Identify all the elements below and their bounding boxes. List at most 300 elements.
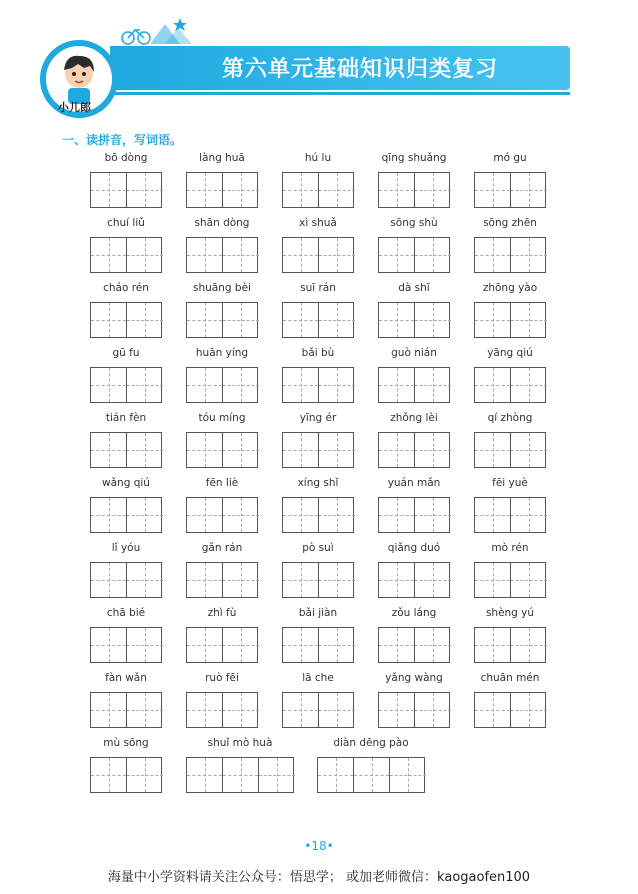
guide-line bbox=[145, 173, 146, 207]
word-39-pinyin: zǒu láng bbox=[391, 607, 437, 619]
word-1-writing-box[interactable] bbox=[90, 172, 162, 208]
guide-line bbox=[493, 563, 494, 597]
character-square[interactable] bbox=[127, 368, 163, 402]
character-square[interactable] bbox=[223, 628, 259, 662]
guide-line bbox=[433, 238, 434, 272]
word-12-writing-box[interactable] bbox=[186, 302, 258, 338]
character-square[interactable] bbox=[511, 628, 547, 662]
word-17-pinyin: huān yíng bbox=[195, 347, 249, 359]
guide-line bbox=[493, 238, 494, 272]
character-square[interactable] bbox=[127, 693, 163, 727]
word-46-pinyin: mù sōng bbox=[103, 737, 149, 749]
word-44-pinyin: yǎng wàng bbox=[385, 672, 443, 684]
guide-line bbox=[109, 173, 110, 207]
character-square[interactable] bbox=[91, 693, 127, 727]
guide-line bbox=[397, 693, 398, 727]
word-14-writing-box[interactable] bbox=[378, 302, 450, 338]
character-square[interactable] bbox=[475, 238, 511, 272]
word-40-writing-box[interactable] bbox=[474, 627, 546, 663]
guide-line bbox=[433, 303, 434, 337]
guide-line bbox=[205, 238, 206, 272]
character-square[interactable] bbox=[319, 238, 355, 272]
guide-line bbox=[529, 368, 530, 402]
word-8-pinyin: xì shuǎ bbox=[299, 217, 337, 229]
character-square[interactable] bbox=[127, 303, 163, 337]
character-square[interactable] bbox=[415, 563, 451, 597]
guide-line bbox=[241, 238, 242, 272]
guide-line bbox=[493, 628, 494, 662]
word-35-pinyin: mò rén bbox=[491, 542, 529, 554]
word-23-writing-box[interactable] bbox=[282, 432, 354, 468]
word-41-pinyin: fàn wǎn bbox=[105, 672, 147, 684]
character-square[interactable] bbox=[415, 693, 451, 727]
word-42-writing-box[interactable] bbox=[186, 692, 258, 728]
guide-line bbox=[337, 693, 338, 727]
word-1-pinyin: bō dòng bbox=[104, 152, 148, 164]
guide-line bbox=[529, 498, 530, 532]
character-square[interactable] bbox=[187, 498, 223, 532]
word-25-writing-box[interactable] bbox=[474, 432, 546, 468]
word-13-pinyin: suī rán bbox=[300, 282, 336, 294]
character-square[interactable] bbox=[187, 433, 223, 467]
character-square[interactable] bbox=[415, 173, 451, 207]
guide-line bbox=[433, 498, 434, 532]
guide-line bbox=[493, 303, 494, 337]
character-square[interactable] bbox=[91, 563, 127, 597]
guide-line bbox=[109, 498, 110, 532]
guide-line bbox=[205, 758, 206, 792]
word-48-writing-box[interactable] bbox=[317, 757, 425, 793]
word-38-writing-box[interactable] bbox=[282, 627, 354, 663]
character-square[interactable] bbox=[223, 758, 259, 792]
word-42-pinyin: ruò fēi bbox=[205, 672, 239, 684]
character-square[interactable] bbox=[127, 173, 163, 207]
character-square[interactable] bbox=[223, 238, 259, 272]
word-16-writing-box[interactable] bbox=[90, 367, 162, 403]
word-6-pinyin: chuí liǔ bbox=[107, 217, 145, 229]
title-underline bbox=[110, 92, 570, 95]
guide-line bbox=[397, 433, 398, 467]
guide-line bbox=[109, 238, 110, 272]
word-26-pinyin: wǎng qiú bbox=[102, 477, 150, 489]
guide-line bbox=[301, 368, 302, 402]
word-45-writing-box[interactable] bbox=[474, 692, 546, 728]
character-square[interactable] bbox=[223, 368, 259, 402]
word-4-pinyin: qīng shuǎng bbox=[381, 152, 447, 164]
guide-line bbox=[433, 563, 434, 597]
word-39-writing-box[interactable] bbox=[378, 627, 450, 663]
guide-line bbox=[529, 563, 530, 597]
character-square[interactable] bbox=[511, 238, 547, 272]
word-23-pinyin: yīng ér bbox=[299, 412, 337, 424]
guide-line bbox=[241, 368, 242, 402]
character-square[interactable] bbox=[511, 693, 547, 727]
character-square[interactable] bbox=[187, 563, 223, 597]
guide-line bbox=[109, 693, 110, 727]
word-47-writing-box[interactable] bbox=[186, 757, 294, 793]
word-19-writing-box[interactable] bbox=[378, 367, 450, 403]
word-21-writing-box[interactable] bbox=[90, 432, 162, 468]
character-square[interactable] bbox=[319, 303, 355, 337]
character-square[interactable] bbox=[283, 303, 319, 337]
word-33-writing-box[interactable] bbox=[282, 562, 354, 598]
word-17-writing-box[interactable] bbox=[186, 367, 258, 403]
page-number: •18• bbox=[304, 839, 334, 853]
guide-line bbox=[337, 498, 338, 532]
word-9-pinyin: sōng shù bbox=[390, 217, 438, 229]
character-square[interactable] bbox=[511, 368, 547, 402]
character-square[interactable] bbox=[283, 433, 319, 467]
word-46-writing-box[interactable] bbox=[90, 757, 162, 793]
guide-line bbox=[241, 628, 242, 662]
word-8-writing-box[interactable] bbox=[282, 237, 354, 273]
guide-line bbox=[301, 238, 302, 272]
character-square[interactable] bbox=[223, 303, 259, 337]
word-2-pinyin: làng huā bbox=[199, 152, 245, 164]
word-27-pinyin: fēn liè bbox=[205, 477, 239, 489]
character-square[interactable] bbox=[415, 628, 451, 662]
character-square[interactable] bbox=[187, 173, 223, 207]
word-44-writing-box[interactable] bbox=[378, 692, 450, 728]
guide-line bbox=[529, 433, 530, 467]
page-header bbox=[0, 0, 638, 120]
character-square[interactable] bbox=[187, 238, 223, 272]
guide-line bbox=[301, 563, 302, 597]
character-square[interactable] bbox=[319, 368, 355, 402]
word-2-writing-box[interactable] bbox=[186, 172, 258, 208]
guide-line bbox=[493, 498, 494, 532]
guide-line bbox=[145, 368, 146, 402]
character-square[interactable] bbox=[354, 758, 390, 792]
character-square[interactable] bbox=[319, 173, 355, 207]
character-square[interactable] bbox=[415, 303, 451, 337]
word-20-writing-box[interactable] bbox=[474, 367, 546, 403]
word-47-pinyin: shuǐ mò huà bbox=[207, 737, 273, 749]
mascot-label: 小儿郎 bbox=[58, 101, 91, 114]
guide-line bbox=[337, 628, 338, 662]
guide-line bbox=[301, 173, 302, 207]
guide-line bbox=[397, 628, 398, 662]
character-square[interactable] bbox=[91, 303, 127, 337]
guide-line bbox=[337, 238, 338, 272]
word-43-writing-box[interactable] bbox=[282, 692, 354, 728]
guide-line bbox=[145, 303, 146, 337]
guide-line bbox=[241, 303, 242, 337]
guide-line bbox=[241, 498, 242, 532]
word-10-writing-box[interactable] bbox=[474, 237, 546, 273]
guide-line bbox=[433, 368, 434, 402]
guide-line bbox=[241, 433, 242, 467]
character-square[interactable] bbox=[91, 238, 127, 272]
character-square[interactable] bbox=[318, 758, 354, 792]
guide-line bbox=[301, 498, 302, 532]
word-36-writing-box[interactable] bbox=[90, 627, 162, 663]
guide-line bbox=[493, 173, 494, 207]
guide-line bbox=[109, 368, 110, 402]
guide-line bbox=[337, 173, 338, 207]
character-square[interactable] bbox=[379, 693, 415, 727]
word-32-pinyin: gǎn rán bbox=[201, 542, 243, 554]
character-square[interactable] bbox=[415, 368, 451, 402]
character-square[interactable] bbox=[511, 563, 547, 597]
character-square[interactable] bbox=[91, 758, 127, 792]
word-4-writing-box[interactable] bbox=[378, 172, 450, 208]
word-18-pinyin: bǎi bù bbox=[301, 347, 335, 359]
word-22-pinyin: tóu míng bbox=[198, 412, 246, 424]
word-20-pinyin: yāng qiú bbox=[487, 347, 533, 359]
character-square[interactable] bbox=[91, 628, 127, 662]
word-30-writing-box[interactable] bbox=[474, 497, 546, 533]
guide-line bbox=[529, 693, 530, 727]
word-29-pinyin: yuán mǎn bbox=[387, 477, 441, 489]
guide-line bbox=[145, 693, 146, 727]
guide-line bbox=[205, 368, 206, 402]
word-3-writing-box[interactable] bbox=[282, 172, 354, 208]
word-9-writing-box[interactable] bbox=[378, 237, 450, 273]
word-37-writing-box[interactable] bbox=[186, 627, 258, 663]
character-square[interactable] bbox=[379, 563, 415, 597]
guide-line bbox=[241, 173, 242, 207]
character-square[interactable] bbox=[379, 368, 415, 402]
guide-line bbox=[529, 173, 530, 207]
guide-line bbox=[408, 758, 409, 792]
guide-line bbox=[337, 368, 338, 402]
bicycle-mountain-icon bbox=[110, 14, 200, 46]
word-38-pinyin: bǎi jiàn bbox=[298, 607, 338, 619]
word-21-pinyin: tián fèn bbox=[105, 412, 147, 424]
word-48-pinyin: diàn dēng pào bbox=[333, 737, 409, 749]
character-square[interactable] bbox=[475, 433, 511, 467]
word-32-writing-box[interactable] bbox=[186, 562, 258, 598]
guide-line bbox=[241, 758, 242, 792]
guide-line bbox=[529, 303, 530, 337]
guide-line bbox=[145, 628, 146, 662]
character-square[interactable] bbox=[415, 498, 451, 532]
character-square[interactable] bbox=[187, 368, 223, 402]
word-43-pinyin: lā che bbox=[302, 672, 334, 684]
character-square[interactable] bbox=[319, 628, 355, 662]
word-14-pinyin: dà shī bbox=[398, 282, 430, 294]
character-square[interactable] bbox=[127, 563, 163, 597]
character-square[interactable] bbox=[379, 303, 415, 337]
guide-line bbox=[397, 173, 398, 207]
character-square[interactable] bbox=[379, 628, 415, 662]
guide-line bbox=[241, 693, 242, 727]
character-square[interactable] bbox=[223, 433, 259, 467]
guide-line bbox=[145, 238, 146, 272]
word-25-pinyin: qí zhòng bbox=[487, 412, 533, 424]
word-35-writing-box[interactable] bbox=[474, 562, 546, 598]
word-15-pinyin: zhōng yào bbox=[482, 282, 538, 294]
character-square[interactable] bbox=[283, 628, 319, 662]
character-square[interactable] bbox=[223, 693, 259, 727]
character-square[interactable] bbox=[379, 498, 415, 532]
word-11-pinyin: cháo rén bbox=[103, 282, 149, 294]
word-41-writing-box[interactable] bbox=[90, 692, 162, 728]
character-square[interactable] bbox=[475, 173, 511, 207]
guide-line bbox=[397, 563, 398, 597]
character-square[interactable] bbox=[475, 693, 511, 727]
character-square[interactable] bbox=[475, 628, 511, 662]
character-square[interactable] bbox=[187, 693, 223, 727]
character-square[interactable] bbox=[187, 303, 223, 337]
guide-line bbox=[336, 758, 337, 792]
character-square[interactable] bbox=[283, 563, 319, 597]
guide-line bbox=[433, 693, 434, 727]
page-title: 第六单元基础知识归类复习 bbox=[221, 57, 498, 82]
word-31-pinyin: lǐ yóu bbox=[111, 542, 141, 554]
guide-line bbox=[109, 758, 110, 792]
guide-line bbox=[337, 563, 338, 597]
character-square[interactable] bbox=[127, 758, 163, 792]
guide-line bbox=[301, 303, 302, 337]
character-square[interactable] bbox=[223, 173, 259, 207]
word-18-writing-box[interactable] bbox=[282, 367, 354, 403]
character-square[interactable] bbox=[223, 563, 259, 597]
character-square[interactable] bbox=[259, 758, 295, 792]
character-square[interactable] bbox=[379, 173, 415, 207]
word-34-writing-box[interactable] bbox=[378, 562, 450, 598]
guide-line bbox=[433, 628, 434, 662]
character-square[interactable] bbox=[319, 693, 355, 727]
character-square[interactable] bbox=[511, 498, 547, 532]
character-square[interactable] bbox=[511, 433, 547, 467]
word-10-pinyin: sōng zhēn bbox=[483, 217, 537, 229]
character-square[interactable] bbox=[475, 498, 511, 532]
guide-line bbox=[433, 433, 434, 467]
guide-line bbox=[277, 758, 278, 792]
guide-line bbox=[241, 563, 242, 597]
guide-line bbox=[205, 433, 206, 467]
guide-line bbox=[397, 238, 398, 272]
guide-line bbox=[397, 368, 398, 402]
word-26-writing-box[interactable] bbox=[90, 497, 162, 533]
word-31-writing-box[interactable] bbox=[90, 562, 162, 598]
guide-line bbox=[109, 628, 110, 662]
character-square[interactable] bbox=[127, 238, 163, 272]
character-square[interactable] bbox=[511, 303, 547, 337]
word-45-pinyin: chuān mén bbox=[480, 672, 540, 684]
word-11-writing-box[interactable] bbox=[90, 302, 162, 338]
character-square[interactable] bbox=[475, 303, 511, 337]
guide-line bbox=[493, 368, 494, 402]
character-square[interactable] bbox=[91, 433, 127, 467]
guide-line bbox=[372, 758, 373, 792]
guide-line bbox=[145, 758, 146, 792]
character-square[interactable] bbox=[283, 368, 319, 402]
word-3-pinyin: hú lu bbox=[304, 152, 332, 164]
character-square[interactable] bbox=[91, 173, 127, 207]
character-square[interactable] bbox=[127, 433, 163, 467]
word-15-writing-box[interactable] bbox=[474, 302, 546, 338]
word-24-writing-box[interactable] bbox=[378, 432, 450, 468]
word-5-pinyin: mó gu bbox=[493, 152, 527, 164]
guide-line bbox=[529, 628, 530, 662]
character-square[interactable] bbox=[475, 368, 511, 402]
word-12-pinyin: shuāng bèi bbox=[193, 282, 251, 294]
guide-line bbox=[397, 498, 398, 532]
guide-line bbox=[301, 693, 302, 727]
guide-line bbox=[205, 563, 206, 597]
guide-line bbox=[397, 303, 398, 337]
section-title: 一、读拼音，写词语。 bbox=[62, 133, 183, 147]
character-square[interactable] bbox=[319, 498, 355, 532]
character-square[interactable] bbox=[283, 173, 319, 207]
guide-line bbox=[109, 433, 110, 467]
character-square[interactable] bbox=[127, 498, 163, 532]
word-16-pinyin: gū fu bbox=[112, 347, 140, 359]
word-24-pinyin: zhǒng lèi bbox=[390, 412, 438, 424]
guide-line bbox=[301, 628, 302, 662]
footer-note: 海量中小学资料请关注公众号：悟思学； 或加老师微信：kaogaofen100 bbox=[107, 870, 531, 885]
word-7-writing-box[interactable] bbox=[186, 237, 258, 273]
character-square[interactable] bbox=[319, 563, 355, 597]
character-square[interactable] bbox=[511, 173, 547, 207]
word-7-pinyin: shān dòng bbox=[194, 217, 250, 229]
character-square[interactable] bbox=[187, 758, 223, 792]
guide-line bbox=[205, 173, 206, 207]
character-square[interactable] bbox=[91, 498, 127, 532]
character-square[interactable] bbox=[379, 238, 415, 272]
word-36-pinyin: chā bié bbox=[106, 607, 146, 619]
guide-line bbox=[493, 693, 494, 727]
guide-line bbox=[145, 433, 146, 467]
character-square[interactable] bbox=[91, 368, 127, 402]
guide-line bbox=[205, 628, 206, 662]
character-square[interactable] bbox=[223, 498, 259, 532]
guide-line bbox=[529, 238, 530, 272]
word-30-pinyin: fēi yuè bbox=[492, 477, 528, 489]
character-square[interactable] bbox=[379, 433, 415, 467]
word-28-writing-box[interactable] bbox=[282, 497, 354, 533]
character-square[interactable] bbox=[283, 238, 319, 272]
word-19-pinyin: guò nián bbox=[391, 347, 437, 359]
character-square[interactable] bbox=[283, 498, 319, 532]
guide-line bbox=[337, 433, 338, 467]
guide-line bbox=[205, 303, 206, 337]
character-square[interactable] bbox=[475, 563, 511, 597]
character-square[interactable] bbox=[390, 758, 426, 792]
guide-line bbox=[205, 693, 206, 727]
word-37-pinyin: zhì fù bbox=[207, 607, 237, 619]
guide-line bbox=[109, 303, 110, 337]
word-34-pinyin: qiǎng duó bbox=[387, 542, 441, 554]
character-square[interactable] bbox=[127, 628, 163, 662]
character-square[interactable] bbox=[415, 238, 451, 272]
word-27-writing-box[interactable] bbox=[186, 497, 258, 533]
character-square[interactable] bbox=[187, 628, 223, 662]
word-22-writing-box[interactable] bbox=[186, 432, 258, 468]
guide-line bbox=[145, 498, 146, 532]
word-28-pinyin: xíng shǐ bbox=[297, 477, 339, 489]
guide-line bbox=[493, 433, 494, 467]
word-33-pinyin: pò suì bbox=[302, 542, 334, 554]
guide-line bbox=[145, 563, 146, 597]
guide-line bbox=[337, 303, 338, 337]
word-5-writing-box[interactable] bbox=[474, 172, 546, 208]
guide-line bbox=[433, 173, 434, 207]
character-square[interactable] bbox=[283, 693, 319, 727]
word-40-pinyin: shèng yú bbox=[485, 607, 535, 619]
character-square[interactable] bbox=[319, 433, 355, 467]
guide-line bbox=[301, 433, 302, 467]
character-square[interactable] bbox=[415, 433, 451, 467]
word-6-writing-box[interactable] bbox=[90, 237, 162, 273]
guide-line bbox=[109, 563, 110, 597]
word-13-writing-box[interactable] bbox=[282, 302, 354, 338]
guide-line bbox=[205, 498, 206, 532]
word-29-writing-box[interactable] bbox=[378, 497, 450, 533]
